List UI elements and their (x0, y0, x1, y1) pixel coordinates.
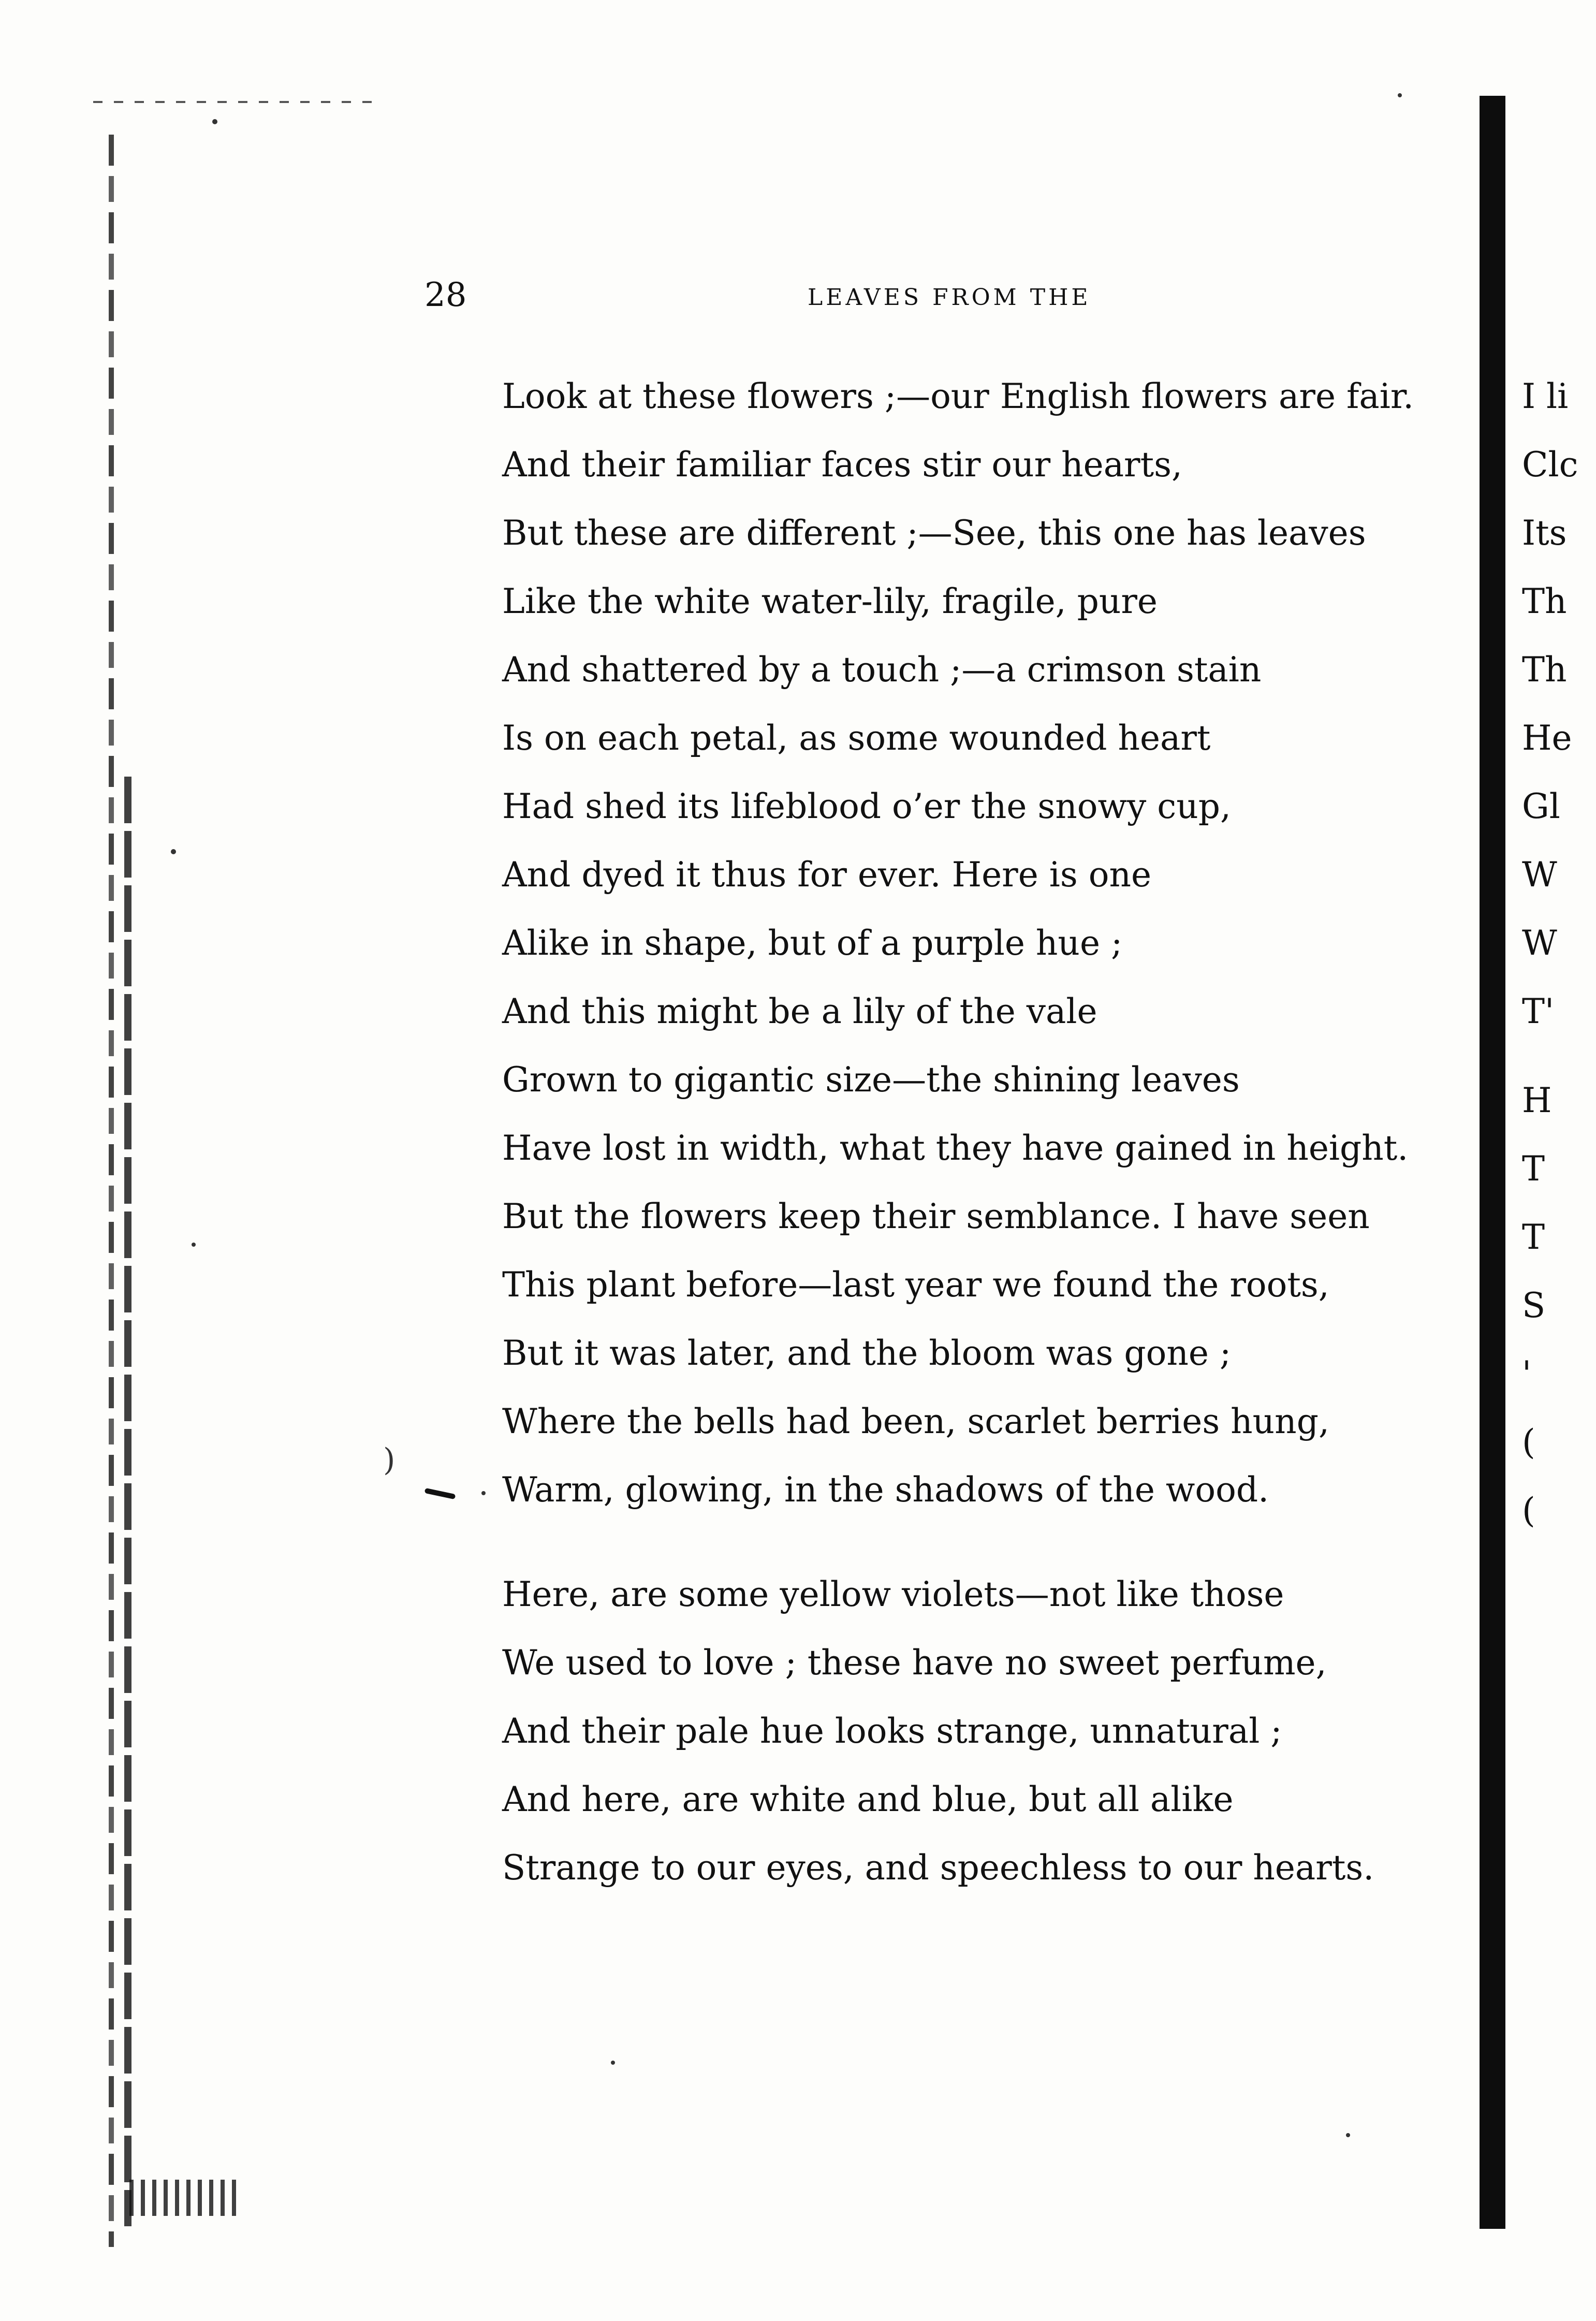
bleed-fragment: Th (1522, 581, 1567, 621)
stray-pen-mark (424, 1488, 456, 1499)
running-head-title: LEAVES FROM THE (808, 284, 1091, 311)
verse-line: And shattered by a touch ;—a crimson stain (502, 650, 1262, 690)
bleed-fragment: S (1522, 1286, 1546, 1325)
top-edge-artifact (93, 101, 383, 103)
verse-line: Warm, glowing, in the shadows of the wood. (502, 1470, 1269, 1510)
bleed-fragment: ' (1522, 1354, 1532, 1394)
verse-line: And their familiar faces stir our hearts, (502, 445, 1182, 485)
verse-line: Where the bells had been, scarlet berries hung, (502, 1402, 1329, 1441)
ink-speck (481, 1491, 486, 1495)
stray-bracket-mark: ) (383, 1442, 396, 1478)
verse-line: Is on each petal, as some wounded heart (502, 718, 1211, 758)
verse-line: We used to love ; these have no sweet perfume, (502, 1643, 1327, 1683)
bleed-fragment: ( (1522, 1491, 1535, 1530)
bleed-gap (1522, 1046, 1594, 1067)
bleed-fragment: H (1522, 1081, 1552, 1120)
bleed-fragment: He (1522, 718, 1572, 758)
poem-body (502, 362, 1475, 1902)
bleed-fragment: W (1522, 855, 1557, 895)
bleed-fragment: T (1522, 1149, 1545, 1189)
bleed-fragment: Clc (1522, 445, 1578, 485)
bleed-fragment: W (1522, 923, 1557, 963)
verse-line: But it was later, and the bloom was gone ; (502, 1333, 1232, 1373)
stanza-2 (502, 1560, 1475, 1902)
bleed-fragment: ( (1522, 1422, 1535, 1462)
bleed-fragment: Th (1522, 650, 1567, 690)
ink-speck (611, 2061, 615, 2065)
verse-line: But the flowers keep their semblance. I have seen (502, 1196, 1370, 1236)
page-fold-shadow (1480, 96, 1505, 2229)
page-number: 28 (424, 276, 467, 314)
verse-line: Here, are some yellow violets—not like those (502, 1574, 1284, 1614)
bleed-fragment: T' (1522, 991, 1555, 1031)
running-head (424, 274, 1460, 316)
verse-line: And here, are white and blue, but all alike (502, 1779, 1234, 1819)
verse-line: And their pale hue looks strange, unnatural ; (502, 1711, 1282, 1751)
bleed-fragment: Gl (1522, 786, 1560, 826)
bottom-edge-artifact (129, 2180, 243, 2216)
verse-line: This plant before—last year we found the roots, (502, 1265, 1329, 1305)
verse-line: Alike in shape, but of a purple hue ; (502, 923, 1123, 963)
verse-line: Like the white water-lily, fragile, pure (502, 581, 1158, 621)
bleed-fragment: Its (1522, 513, 1567, 553)
verse-line: But these are different ;—See, this one has leaves (502, 513, 1366, 553)
verse-line: Grown to gigantic size—the shining leaves (502, 1060, 1240, 1100)
ink-speck (1346, 2133, 1350, 2137)
verse-line: And dyed it thus for ever. Here is one (502, 855, 1152, 895)
bleed-fragment: I li (1522, 376, 1569, 416)
verse-line: Had shed its lifeblood o’er the snowy cup, (502, 786, 1231, 826)
ink-speck (171, 849, 176, 854)
verse-line: And this might be a lily of the vale (502, 991, 1097, 1031)
bleed-fragment: T (1522, 1217, 1545, 1257)
verse-line: Strange to our eyes, and speechless to our hearts. (502, 1848, 1374, 1888)
ink-speck (1398, 93, 1402, 97)
verse-line: Look at these flowers ;—our English flowers are fair. (502, 376, 1414, 416)
ink-speck (212, 119, 217, 124)
ink-speck (192, 1243, 196, 1247)
binding-gutter-edge (109, 135, 114, 2247)
verse-line: Have lost in width, what they have gained in height. (502, 1128, 1409, 1168)
stanza-1 (502, 362, 1475, 1524)
facing-page-bleed (1522, 362, 1594, 1545)
binding-gutter-shadow (124, 777, 131, 2226)
